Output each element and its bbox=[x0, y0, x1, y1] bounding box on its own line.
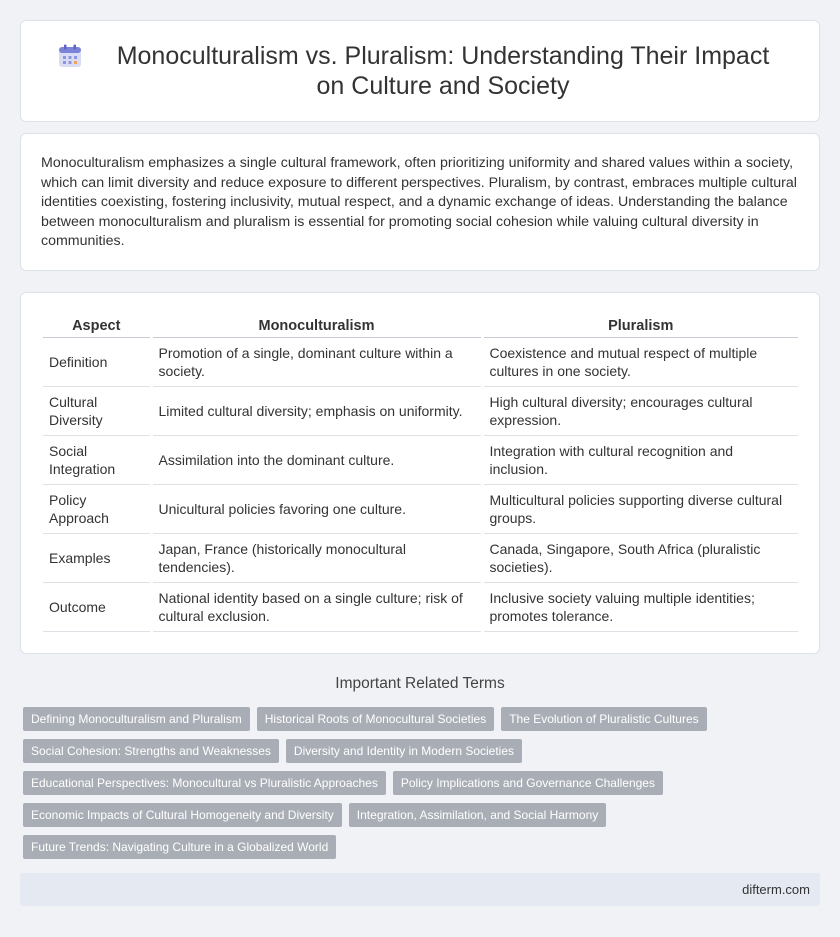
pluralism-cell: Coexistence and mutual respect of multiple cultures in one society. bbox=[482, 337, 798, 386]
related-term-tag[interactable]: Policy Implications and Governance Challenges bbox=[393, 771, 663, 795]
calendar-icon bbox=[57, 43, 83, 69]
tag-row bbox=[23, 707, 823, 731]
header-monoculturalism: Monoculturalism bbox=[151, 313, 482, 337]
intro-card bbox=[20, 133, 820, 271]
tag-row bbox=[23, 835, 823, 859]
pluralism-cell: Inclusive society valuing multiple identities; promotes tolerance. bbox=[482, 582, 798, 631]
related-term-tag[interactable]: Integration, Assimilation, and Social Harmony bbox=[349, 803, 606, 827]
footer-site-link[interactable]: difterm.com bbox=[742, 882, 810, 897]
tag-row bbox=[23, 739, 823, 763]
related-term-tag[interactable]: Diversity and Identity in Modern Societies bbox=[286, 739, 522, 763]
related-term-tag[interactable]: Future Trends: Navigating Culture in a Globalized World bbox=[23, 835, 336, 859]
related-terms-tags bbox=[23, 707, 823, 867]
related-term-tag[interactable]: Economic Impacts of Cultural Homogeneity and Diversity bbox=[23, 803, 342, 827]
header-aspect: Aspect bbox=[43, 313, 151, 337]
table-header-row bbox=[43, 313, 798, 337]
related-term-tag[interactable]: Social Cohesion: Strengths and Weaknesses bbox=[23, 739, 279, 763]
aspect-cell: Outcome bbox=[43, 582, 151, 631]
monoculturalism-cell: Promotion of a single, dominant culture within a society. bbox=[151, 337, 482, 386]
intro-paragraph: Monoculturalism emphasizes a single cultural framework, often prioritizing uniformity and shared values within a society, which can limit diversity and reduce exposure to different perspectives. Pluralism, by contrast, embraces multiple cultural identities coexisting, fostering inclusivity, mutual respect, and a dynamic exchange of ideas. Understanding the balance between monoculturalism and pluralism is essential for promoting social cohesion while valuing cultural diversity in communities. bbox=[41, 155, 797, 250]
monoculturalism-cell: Assimilation into the dominant culture. bbox=[151, 435, 482, 484]
monoculturalism-cell: Japan, France (historically monocultural tendencies). bbox=[151, 533, 482, 582]
related-terms-title: Important Related Terms bbox=[335, 675, 505, 692]
tag-row bbox=[23, 771, 823, 795]
header-pluralism: Pluralism bbox=[482, 313, 798, 337]
table-row bbox=[43, 533, 798, 582]
aspect-cell: Examples bbox=[43, 533, 151, 582]
aspect-cell: Definition bbox=[43, 337, 151, 386]
header-card bbox=[20, 20, 820, 122]
related-term-tag[interactable]: Educational Perspectives: Monocultural vs Pluralistic Approaches bbox=[23, 771, 386, 795]
tag-row bbox=[23, 803, 823, 827]
table-row bbox=[43, 337, 798, 386]
aspect-cell: Policy Approach bbox=[43, 484, 151, 533]
footer bbox=[20, 873, 820, 906]
comparison-table-card bbox=[20, 292, 820, 654]
comparison-table bbox=[43, 313, 798, 632]
table-row bbox=[43, 435, 798, 484]
pluralism-cell: Multicultural policies supporting diverse cultural groups. bbox=[482, 484, 798, 533]
aspect-cell: Cultural Diversity bbox=[43, 386, 151, 435]
monoculturalism-cell: Unicultural policies favoring one culture. bbox=[151, 484, 482, 533]
aspect-cell: Social Integration bbox=[43, 435, 151, 484]
related-term-tag[interactable]: Defining Monoculturalism and Pluralism bbox=[23, 707, 250, 731]
table-row bbox=[43, 484, 798, 533]
monoculturalism-cell: National identity based on a single culture; risk of cultural exclusion. bbox=[151, 582, 482, 631]
related-term-tag[interactable]: Historical Roots of Monocultural Societies bbox=[257, 707, 494, 731]
monoculturalism-cell: Limited cultural diversity; emphasis on uniformity. bbox=[151, 386, 482, 435]
related-term-tag[interactable]: The Evolution of Pluralistic Cultures bbox=[501, 707, 706, 731]
page-title: Monoculturalism vs. Pluralism: Understanding Their Impact on Culture and Society bbox=[116, 42, 770, 100]
table-row bbox=[43, 386, 798, 435]
pluralism-cell: Canada, Singapore, South Africa (pluralistic societies). bbox=[482, 533, 798, 582]
pluralism-cell: High cultural diversity; encourages cultural expression. bbox=[482, 386, 798, 435]
table-row bbox=[43, 582, 798, 631]
pluralism-cell: Integration with cultural recognition and inclusion. bbox=[482, 435, 798, 484]
